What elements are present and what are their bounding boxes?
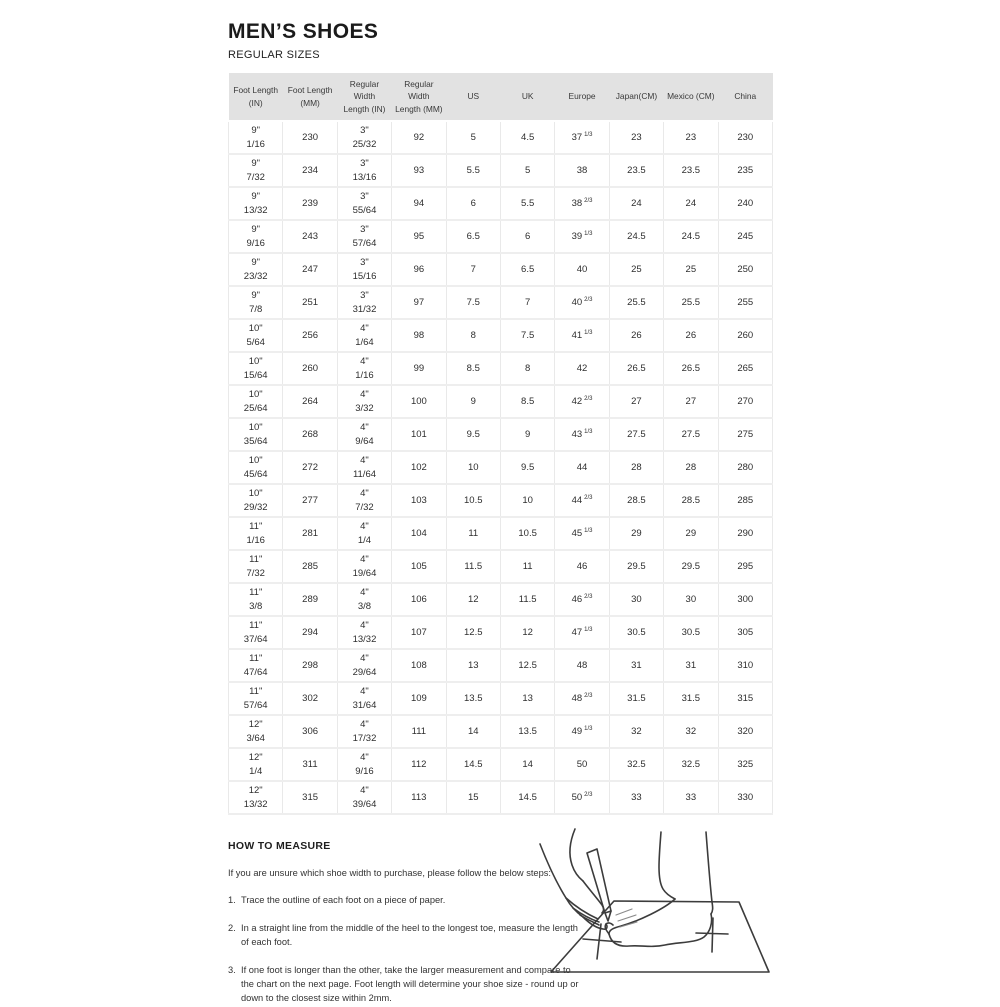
- how-to-intro: If you are unsure which shoe width to purchase, please follow the below steps:: [228, 868, 551, 878]
- europe-fraction: 1/3: [584, 131, 593, 138]
- step-text: Trace the outline of each foot on a piece of paper.: [241, 895, 446, 906]
- how-to-steps: [228, 894, 580, 1006]
- cell-china: 305: [718, 616, 772, 649]
- cell-width-in: 4" 3/8: [337, 583, 391, 616]
- cell-width-in: 3" 57/64: [337, 220, 391, 253]
- cell-foot-mm: 281: [283, 517, 337, 550]
- cell-us: 11.5: [446, 550, 500, 583]
- cell-mexico: 23.5: [664, 154, 718, 187]
- cell-us: 8.5: [446, 352, 500, 385]
- cell-japan: 27.5: [609, 418, 663, 451]
- cell-china: 245: [718, 220, 772, 253]
- cell-width-in: 4" 31/64: [337, 682, 391, 715]
- europe-fraction: 1/3: [584, 428, 593, 435]
- cell-us: 12.5: [446, 616, 500, 649]
- table-row: [229, 616, 773, 649]
- foot-top-outline: [609, 899, 675, 934]
- cell-foot-in: 11" 1/16: [229, 517, 283, 550]
- cell-china: 235: [718, 154, 772, 187]
- cell-europe: 42: [555, 352, 609, 385]
- cell-foot-mm: 294: [283, 616, 337, 649]
- column-header: China: [718, 73, 772, 121]
- cell-width-in: 4" 29/64: [337, 649, 391, 682]
- pencil-body: [587, 849, 611, 913]
- table-row: [229, 187, 773, 220]
- cell-japan: 23.5: [609, 154, 663, 187]
- foot-tracing-drawing: [538, 824, 784, 1002]
- table-row: [229, 748, 773, 781]
- cell-width-mm: 107: [392, 616, 446, 649]
- cell-width-mm: 112: [392, 748, 446, 781]
- cell-china: 285: [718, 484, 772, 517]
- cell-europe: 44: [555, 451, 609, 484]
- cell-mexico: 26: [664, 319, 718, 352]
- cell-japan: 26: [609, 319, 663, 352]
- page-title: MEN’S SHOES: [228, 20, 379, 43]
- cell-us: 14.5: [446, 748, 500, 781]
- cell-china: 270: [718, 385, 772, 418]
- cell-us: 6: [446, 187, 500, 220]
- cell-width-mm: 95: [392, 220, 446, 253]
- cell-foot-in: 9" 1/16: [229, 121, 283, 154]
- column-header: Mexico (CM): [664, 73, 718, 121]
- cell-japan: 23: [609, 121, 663, 154]
- cell-japan: 29.5: [609, 550, 663, 583]
- cell-china: 295: [718, 550, 772, 583]
- cell-us: 10.5: [446, 484, 500, 517]
- cell-europe: 40: [555, 253, 609, 286]
- page-subtitle: REGULAR SIZES: [228, 49, 320, 61]
- cell-width-mm: 104: [392, 517, 446, 550]
- cell-china: 320: [718, 715, 772, 748]
- europe-fraction: 1/3: [584, 725, 593, 732]
- europe-fraction: 2/3: [584, 692, 593, 699]
- cell-foot-mm: 268: [283, 418, 337, 451]
- cell-foot-mm: 251: [283, 286, 337, 319]
- cell-foot-mm: 243: [283, 220, 337, 253]
- cell-foot-in: 9" 23/32: [229, 253, 283, 286]
- table-row: [229, 286, 773, 319]
- cell-uk: 9.5: [500, 451, 554, 484]
- cell-foot-mm: 302: [283, 682, 337, 715]
- cell-us: 6.5: [446, 220, 500, 253]
- cell-europe: 50 $^{2/3}$: [555, 781, 609, 814]
- cell-foot-in: 12" 1/4: [229, 748, 283, 781]
- cell-uk: 13: [500, 682, 554, 715]
- cell-uk: 7: [500, 286, 554, 319]
- cell-foot-in: 11" 7/32: [229, 550, 283, 583]
- cell-china: 230: [718, 121, 772, 154]
- cell-japan: 33: [609, 781, 663, 814]
- cell-japan: 28: [609, 451, 663, 484]
- europe-fraction: 1/3: [584, 230, 593, 237]
- cell-width-in: 3" 55/64: [337, 187, 391, 220]
- europe-fraction: 1/3: [584, 329, 593, 336]
- cell-mexico: 29.5: [664, 550, 718, 583]
- column-header: US: [446, 73, 500, 121]
- cell-us: 7: [446, 253, 500, 286]
- cell-width-mm: 92: [392, 121, 446, 154]
- cell-uk: 8.5: [500, 385, 554, 418]
- size-chart-table: [228, 73, 773, 815]
- cell-us: 9: [446, 385, 500, 418]
- cell-europe: 43 $^{1/3}$: [555, 418, 609, 451]
- cell-mexico: 23: [664, 121, 718, 154]
- step-number: 2.: [228, 923, 236, 934]
- cell-foot-in: 10" 15/64: [229, 352, 283, 385]
- cell-mexico: 31: [664, 649, 718, 682]
- cell-uk: 6: [500, 220, 554, 253]
- cell-japan: 31.5: [609, 682, 663, 715]
- cell-japan: 31: [609, 649, 663, 682]
- cell-width-in: 4" 19/64: [337, 550, 391, 583]
- cell-europe: 47 $^{1/3}$: [555, 616, 609, 649]
- cell-mexico: 33: [664, 781, 718, 814]
- cell-us: 14: [446, 715, 500, 748]
- column-header: Foot Length (MM): [283, 73, 337, 121]
- cell-mexico: 24: [664, 187, 718, 220]
- cell-uk: 11.5: [500, 583, 554, 616]
- cell-foot-mm: 277: [283, 484, 337, 517]
- cell-width-mm: 109: [392, 682, 446, 715]
- cell-japan: 29: [609, 517, 663, 550]
- cell-us: 11: [446, 517, 500, 550]
- cell-mexico: 31.5: [664, 682, 718, 715]
- cell-china: 280: [718, 451, 772, 484]
- cell-europe: 46: [555, 550, 609, 583]
- cell-japan: 25: [609, 253, 663, 286]
- cell-foot-mm: 239: [283, 187, 337, 220]
- how-to-step: [228, 922, 580, 950]
- step-number: 3.: [228, 965, 236, 976]
- cell-japan: 26.5: [609, 352, 663, 385]
- cell-foot-in: 11" 57/64: [229, 682, 283, 715]
- cell-width-in: 4" 11/64: [337, 451, 391, 484]
- table-row: [229, 484, 773, 517]
- cell-mexico: 29: [664, 517, 718, 550]
- cell-foot-mm: 247: [283, 253, 337, 286]
- cell-us: 5: [446, 121, 500, 154]
- cell-china: 250: [718, 253, 772, 286]
- table-row: [229, 121, 773, 154]
- cell-width-in: 4" 1/4: [337, 517, 391, 550]
- cell-width-mm: 99: [392, 352, 446, 385]
- cell-width-mm: 103: [392, 484, 446, 517]
- europe-fraction: 2/3: [584, 791, 593, 798]
- cell-width-in: 4" 1/16: [337, 352, 391, 385]
- cell-us: 13: [446, 649, 500, 682]
- cell-width-in: 4" 1/64: [337, 319, 391, 352]
- cell-us: 12: [446, 583, 500, 616]
- europe-fraction: 2/3: [584, 296, 593, 303]
- cell-foot-in: 12" 3/64: [229, 715, 283, 748]
- europe-fraction: 2/3: [584, 197, 593, 204]
- cell-us: 15: [446, 781, 500, 814]
- size-chart-header: [229, 73, 773, 121]
- cell-us: 13.5: [446, 682, 500, 715]
- cell-europe: 44 $^{2/3}$: [555, 484, 609, 517]
- step-text: In a straight line from the middle of the heel to the longest toe, measure the length of each foot.: [241, 923, 578, 948]
- column-header: Regular Width Length (MM): [392, 73, 446, 121]
- cell-width-mm: 96: [392, 253, 446, 286]
- cell-europe: 50: [555, 748, 609, 781]
- table-row: [229, 550, 773, 583]
- table-row: [229, 715, 773, 748]
- cell-mexico: 24.5: [664, 220, 718, 253]
- cell-us: 10: [446, 451, 500, 484]
- cell-europe: 41 $^{1/3}$: [555, 319, 609, 352]
- cell-width-in: 4" 39/64: [337, 781, 391, 814]
- cell-mexico: 28.5: [664, 484, 718, 517]
- cell-foot-in: 9" 7/32: [229, 154, 283, 187]
- cell-width-in: 4" 9/16: [337, 748, 391, 781]
- table-row: [229, 781, 773, 814]
- cell-europe: 49 $^{1/3}$: [555, 715, 609, 748]
- cell-width-in: 4" 13/32: [337, 616, 391, 649]
- europe-fraction: 2/3: [584, 593, 593, 600]
- cell-japan: 32: [609, 715, 663, 748]
- cell-width-in: 4" 9/64: [337, 418, 391, 451]
- cell-foot-mm: 260: [283, 352, 337, 385]
- cell-europe: 46 $^{2/3}$: [555, 583, 609, 616]
- cell-width-in: 3" 25/32: [337, 121, 391, 154]
- leg-front-line: [659, 832, 675, 899]
- cell-uk: 14: [500, 748, 554, 781]
- cell-japan: 25.5: [609, 286, 663, 319]
- cell-foot-in: 9" 9/16: [229, 220, 283, 253]
- cell-foot-in: 10" 5/64: [229, 319, 283, 352]
- cell-china: 240: [718, 187, 772, 220]
- cell-japan: 32.5: [609, 748, 663, 781]
- table-row: [229, 154, 773, 187]
- cell-europe: 38: [555, 154, 609, 187]
- cell-width-in: 4" 3/32: [337, 385, 391, 418]
- cell-uk: 14.5: [500, 781, 554, 814]
- cell-uk: 12.5: [500, 649, 554, 682]
- cell-foot-mm: 230: [283, 121, 337, 154]
- cell-width-mm: 94: [392, 187, 446, 220]
- cell-mexico: 28: [664, 451, 718, 484]
- cell-china: 290: [718, 517, 772, 550]
- cell-china: 260: [718, 319, 772, 352]
- cell-foot-in: 10" 25/64: [229, 385, 283, 418]
- cell-us: 8: [446, 319, 500, 352]
- cell-mexico: 25: [664, 253, 718, 286]
- cell-width-mm: 101: [392, 418, 446, 451]
- header-row: [229, 73, 773, 121]
- how-to-measure-section: [228, 840, 580, 1006]
- cell-foot-mm: 234: [283, 154, 337, 187]
- cell-foot-in: 9" 13/32: [229, 187, 283, 220]
- cell-uk: 5.5: [500, 187, 554, 220]
- table-row: [229, 418, 773, 451]
- cell-uk: 6.5: [500, 253, 554, 286]
- cell-uk: 13.5: [500, 715, 554, 748]
- cell-japan: 28.5: [609, 484, 663, 517]
- cell-japan: 27: [609, 385, 663, 418]
- cell-mexico: 27.5: [664, 418, 718, 451]
- cell-foot-mm: 315: [283, 781, 337, 814]
- column-header: Regular Width Length (IN): [337, 73, 391, 121]
- cell-mexico: 25.5: [664, 286, 718, 319]
- cell-mexico: 26.5: [664, 352, 718, 385]
- cell-us: 7.5: [446, 286, 500, 319]
- cell-foot-in: 11" 37/64: [229, 616, 283, 649]
- cell-japan: 24: [609, 187, 663, 220]
- table-row: [229, 649, 773, 682]
- cell-foot-in: 11" 3/8: [229, 583, 283, 616]
- cell-china: 265: [718, 352, 772, 385]
- table-row: [229, 583, 773, 616]
- cell-uk: 8: [500, 352, 554, 385]
- cell-foot-mm: 264: [283, 385, 337, 418]
- cell-foot-in: 10" 35/64: [229, 418, 283, 451]
- cell-width-mm: 93: [392, 154, 446, 187]
- cell-china: 300: [718, 583, 772, 616]
- cell-china: 315: [718, 682, 772, 715]
- cell-japan: 30: [609, 583, 663, 616]
- cell-width-mm: 102: [392, 451, 446, 484]
- cell-foot-mm: 311: [283, 748, 337, 781]
- cell-japan: 30.5: [609, 616, 663, 649]
- cell-china: 330: [718, 781, 772, 814]
- table-row: [229, 451, 773, 484]
- cell-us: 5.5: [446, 154, 500, 187]
- cell-mexico: 32.5: [664, 748, 718, 781]
- cell-width-mm: 106: [392, 583, 446, 616]
- cell-us: 9.5: [446, 418, 500, 451]
- cell-width-in: 3" 13/16: [337, 154, 391, 187]
- cell-uk: 4.5: [500, 121, 554, 154]
- cell-width-mm: 111: [392, 715, 446, 748]
- cell-china: 255: [718, 286, 772, 319]
- column-header: Foot Length (IN): [229, 73, 283, 121]
- cell-foot-in: 9" 7/8: [229, 286, 283, 319]
- cell-width-mm: 98: [392, 319, 446, 352]
- cell-europe: 42 $^{2/3}$: [555, 385, 609, 418]
- europe-fraction: 1/3: [584, 626, 593, 633]
- cell-mexico: 27: [664, 385, 718, 418]
- cell-uk: 11: [500, 550, 554, 583]
- cell-mexico: 30: [664, 583, 718, 616]
- cell-europe: 45 $^{1/3}$: [555, 517, 609, 550]
- cell-foot-mm: 256: [283, 319, 337, 352]
- cell-europe: 48 $^{2/3}$: [555, 682, 609, 715]
- how-to-step: [228, 894, 580, 908]
- cell-china: 275: [718, 418, 772, 451]
- europe-fraction: 2/3: [584, 494, 593, 501]
- cell-width-in: 3" 31/32: [337, 286, 391, 319]
- cell-europe: 37 $^{1/3}$: [555, 121, 609, 154]
- size-chart-body: [229, 121, 773, 814]
- europe-fraction: 1/3: [584, 527, 593, 534]
- cell-uk: 9: [500, 418, 554, 451]
- cell-uk: 7.5: [500, 319, 554, 352]
- table-row: [229, 253, 773, 286]
- cell-width-mm: 100: [392, 385, 446, 418]
- table-row: [229, 385, 773, 418]
- cell-foot-mm: 285: [283, 550, 337, 583]
- cell-width-mm: 113: [392, 781, 446, 814]
- step-number: 1.: [228, 895, 236, 906]
- cell-uk: 10: [500, 484, 554, 517]
- cell-width-mm: 97: [392, 286, 446, 319]
- cell-uk: 12: [500, 616, 554, 649]
- cell-mexico: 30.5: [664, 616, 718, 649]
- table-row: [229, 352, 773, 385]
- cell-europe: 40 $^{2/3}$: [555, 286, 609, 319]
- step-text: If one foot is longer than the other, take the larger measurement and compare to the chart on the next page. Foot length will determine your shoe size - round up or down to the closest size within 2mm.: [241, 965, 579, 1004]
- cell-europe: 48: [555, 649, 609, 682]
- cell-europe: 38 $^{2/3}$: [555, 187, 609, 220]
- column-header: UK: [500, 73, 554, 121]
- arm-inner-line: [570, 829, 583, 881]
- cell-width-in: 4" 17/32: [337, 715, 391, 748]
- table-row: [229, 319, 773, 352]
- cell-width-mm: 105: [392, 550, 446, 583]
- cell-china: 325: [718, 748, 772, 781]
- cell-foot-in: 11" 47/64: [229, 649, 283, 682]
- cell-foot-mm: 306: [283, 715, 337, 748]
- cell-width-in: 4" 7/32: [337, 484, 391, 517]
- column-header: Japan(CM): [609, 73, 663, 121]
- cell-foot-mm: 289: [283, 583, 337, 616]
- cell-foot-mm: 298: [283, 649, 337, 682]
- pencil-tip: [605, 911, 611, 921]
- cell-china: 310: [718, 649, 772, 682]
- cell-foot-in: 10" 29/32: [229, 484, 283, 517]
- how-to-title: HOW TO MEASURE: [228, 840, 331, 852]
- cell-japan: 24.5: [609, 220, 663, 253]
- cell-europe: 39 $^{1/3}$: [555, 220, 609, 253]
- cell-width-in: 3" 15/16: [337, 253, 391, 286]
- cell-width-mm: 108: [392, 649, 446, 682]
- cell-uk: 10.5: [500, 517, 554, 550]
- europe-fraction: 2/3: [584, 395, 593, 402]
- table-row: [229, 517, 773, 550]
- table-row: [229, 220, 773, 253]
- cell-foot-in: 12" 13/32: [229, 781, 283, 814]
- cell-mexico: 32: [664, 715, 718, 748]
- foot-measurement-illustration: [538, 824, 784, 1002]
- column-header: Europe: [555, 73, 609, 121]
- table-row: [229, 682, 773, 715]
- cell-foot-in: 10" 45/64: [229, 451, 283, 484]
- cell-foot-mm: 272: [283, 451, 337, 484]
- cell-uk: 5: [500, 154, 554, 187]
